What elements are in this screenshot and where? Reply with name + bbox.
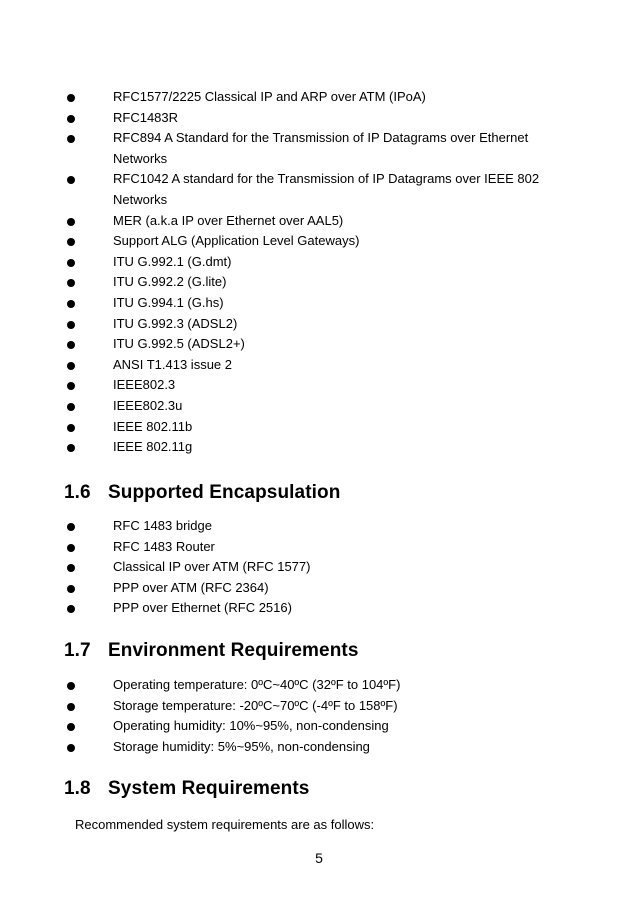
list-item xyxy=(0,516,638,537)
bullet-icon xyxy=(67,523,75,531)
list-item xyxy=(0,108,638,129)
list-item xyxy=(0,375,638,396)
bullet-icon xyxy=(67,424,75,432)
list-item-text: ITU G.992.2 (G.lite) xyxy=(113,274,227,290)
bullet-icon xyxy=(67,382,75,390)
list-item-text: RFC1042 A standard for the Transmission of IP Datagrams over IEEE 802 Networks xyxy=(113,171,540,207)
list-item-text: Operating humidity: 10%~95%, non-condensing xyxy=(113,718,389,734)
bullet-icon xyxy=(67,744,75,752)
list-item xyxy=(0,252,638,273)
section-title: System Requirements xyxy=(108,778,310,799)
section-title: Supported Encapsulation xyxy=(108,482,341,503)
list-item-text: ITU G.992.1 (G.dmt) xyxy=(113,253,232,269)
list-item-text: RFC1577/2225 Classical IP and ARP over ATM (IPoA) xyxy=(113,89,426,104)
list-item xyxy=(0,737,638,758)
list-item xyxy=(0,417,638,438)
encapsulation-list xyxy=(0,516,638,619)
list-item xyxy=(0,87,638,108)
list-item xyxy=(0,231,638,252)
list-item-text: MER (a.k.a IP over Ethernet over AAL5) xyxy=(113,212,344,228)
list-item-text: ITU G.992.3 (ADSL2) xyxy=(113,315,238,331)
list-item xyxy=(0,578,638,599)
protocol-list xyxy=(0,87,638,458)
section-heading-environment xyxy=(64,639,359,663)
list-item xyxy=(0,334,638,355)
section-number: 1.6 xyxy=(64,482,91,503)
bullet-icon xyxy=(67,259,75,267)
list-item xyxy=(0,211,638,232)
list-item xyxy=(0,128,638,169)
bullet-icon xyxy=(67,176,75,184)
bullet-icon xyxy=(67,218,75,226)
bullet-icon xyxy=(67,403,75,411)
bullet-icon xyxy=(67,321,75,329)
page-number: 5 xyxy=(315,850,323,866)
list-item-text: ITU G.994.1 (G.hs) xyxy=(113,294,224,310)
list-item-text: PPP over ATM (RFC 2364) xyxy=(113,579,269,595)
list-item-text: PPP over Ethernet (RFC 2516) xyxy=(113,600,292,616)
bullet-icon xyxy=(67,682,75,690)
bullet-icon xyxy=(67,341,75,349)
list-item-text: Storage temperature: -20ºC~70ºC (-4ºF to 158ºF) xyxy=(113,697,398,713)
bullet-icon xyxy=(67,94,75,102)
list-item-text: RFC 1483 bridge xyxy=(113,518,212,533)
list-item-text: RFC 1483 Router xyxy=(113,538,215,554)
list-item xyxy=(0,557,638,578)
list-item xyxy=(0,696,638,717)
list-item xyxy=(0,716,638,737)
bullet-icon xyxy=(67,279,75,287)
system-requirements-intro: Recommended system requirements are as follows: xyxy=(75,817,375,832)
section-heading-system xyxy=(64,777,309,801)
bullet-icon xyxy=(67,585,75,593)
bullet-icon xyxy=(67,362,75,370)
list-item-text: Support ALG (Application Level Gateways) xyxy=(113,233,360,249)
bullet-icon xyxy=(67,605,75,613)
list-item-text: Classical IP over ATM (RFC 1577) xyxy=(113,559,311,575)
list-item xyxy=(0,437,638,458)
environment-list xyxy=(0,675,638,757)
section-number: 1.8 xyxy=(64,778,91,799)
bullet-icon xyxy=(67,238,75,246)
bullet-icon xyxy=(67,115,75,123)
list-item-text: RFC894 A Standard for the Transmission of IP Datagrams over Ethernet Networks xyxy=(113,130,529,166)
list-item xyxy=(0,272,638,293)
list-item-text: IEEE802.3 xyxy=(113,377,176,393)
bullet-icon xyxy=(67,723,75,731)
section-number: 1.7 xyxy=(64,640,91,661)
bullet-icon xyxy=(67,444,75,452)
list-item xyxy=(0,598,638,619)
section-title: Environment Requirements xyxy=(108,640,359,661)
list-item-text: Storage humidity: 5%~95%, non-condensing xyxy=(113,738,370,754)
list-item xyxy=(0,396,638,417)
list-item-text: Operating temperature: 0ºC~40ºC (32ºF to 104ºF) xyxy=(113,677,401,692)
bullet-icon xyxy=(67,564,75,572)
list-item xyxy=(0,537,638,558)
list-item-text: IEEE802.3u xyxy=(113,397,183,413)
list-item-text: ANSI T1.413 issue 2 xyxy=(113,356,232,372)
list-item-text: ITU G.992.5 (ADSL2+) xyxy=(113,336,245,352)
list-item-text: IEEE 802.11b xyxy=(113,418,193,434)
bullet-icon xyxy=(67,135,75,143)
list-item xyxy=(0,314,638,335)
bullet-icon xyxy=(67,703,75,711)
list-item-text: RFC1483R xyxy=(113,109,179,125)
bullet-icon xyxy=(67,544,75,552)
section-heading-encapsulation xyxy=(64,481,340,505)
list-item xyxy=(0,355,638,376)
list-item-text: IEEE 802.11g xyxy=(113,439,193,455)
list-item xyxy=(0,293,638,314)
list-item xyxy=(0,675,638,696)
bullet-icon xyxy=(67,300,75,308)
list-item xyxy=(0,169,638,210)
